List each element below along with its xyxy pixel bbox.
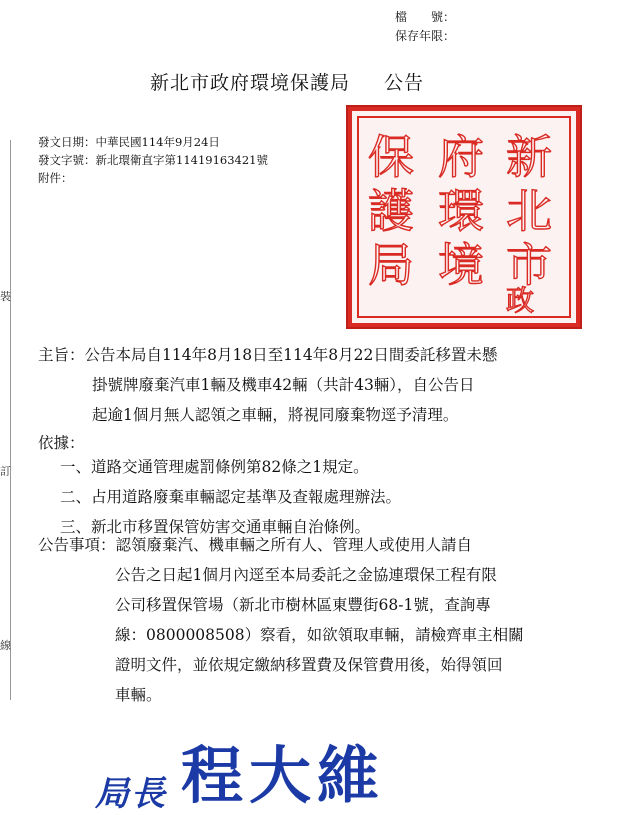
- basis-list: [60, 452, 401, 542]
- seal-glyph: 局: [368, 238, 414, 292]
- binding-mark-xian: 線: [0, 639, 11, 652]
- seal-glyph: 府: [438, 130, 484, 184]
- file-number-label: 檔 號：: [395, 10, 456, 24]
- file-meta: [395, 8, 455, 46]
- basis-item: 一、道路交通管理處罰條例第82條之1規定。: [60, 458, 369, 476]
- seal-glyph: 市: [506, 238, 552, 292]
- seal-glyph: 境: [438, 238, 484, 292]
- seal-glyph: 北: [506, 184, 552, 238]
- agency-name: 新北市政府環境保護局: [150, 72, 351, 94]
- issue-number: 發文字號：新北環衛直字第11419163421號: [38, 153, 268, 167]
- signature-title: 局長: [95, 774, 167, 814]
- notice-line: 車輛。: [115, 686, 162, 704]
- official-seal: [346, 105, 582, 329]
- notice-line: 公告之日起1個月內逕至本局委託之金協連環保工程有限: [115, 566, 497, 584]
- binding-mark-ding: 訂: [0, 465, 11, 478]
- retention-period-label: 保存年限：: [395, 29, 456, 43]
- subject-line: 主旨：公告本局自114年8月18日至114年8月22日間委託移置未懸: [38, 346, 498, 364]
- seal-graphic: [346, 105, 582, 329]
- notice-line: 公司移置保管場（新北市樹林區東豐街68-1號，查詢專: [115, 596, 491, 614]
- subject-section: [38, 340, 497, 430]
- binding-margin-line: [10, 140, 11, 700]
- seal-glyph: 政: [506, 284, 535, 317]
- document-type: 公告: [384, 72, 425, 94]
- notice-line: 公告事項：認領廢棄汽、機車輛之所有人、管理人或使用人請自: [38, 536, 473, 554]
- signature-name: 程大維: [181, 739, 386, 812]
- seal-glyph: 環: [438, 184, 484, 238]
- basis-heading: 依據：: [38, 434, 85, 452]
- attachment-label: 附件：: [38, 171, 73, 185]
- notice-line: 證明文件，並依規定繳納移置費及保管費用後，始得領回: [115, 656, 503, 674]
- director-signature: [95, 726, 386, 814]
- binding-mark-zhuang: 裝: [0, 290, 11, 303]
- basis-item: 二、占用道路廢棄車輛認定基準及查報處理辦法。: [60, 488, 402, 506]
- notice-section: [38, 530, 524, 710]
- document-title: [150, 68, 424, 95]
- seal-glyph: 保: [368, 130, 414, 184]
- basis-item: 三、新北市移置保管妨害交通車輛自治條例。: [60, 518, 371, 536]
- seal-glyph: 新: [506, 130, 552, 184]
- seal-glyph: 護: [368, 184, 414, 238]
- subject-line: 起逾1個月無人認領之車輛，將視同廢棄物逕予清理。: [92, 406, 459, 424]
- issue-info: [38, 133, 268, 187]
- notice-line: 線：0800008508）察看，如欲領取車輛，請檢齊車主相關: [115, 626, 524, 644]
- issue-date: 發文日期：中華民國114年9月24日: [38, 135, 220, 149]
- subject-line: 掛號牌廢棄汽車1輛及機車42輛（共計43輛），自公告日: [92, 376, 475, 394]
